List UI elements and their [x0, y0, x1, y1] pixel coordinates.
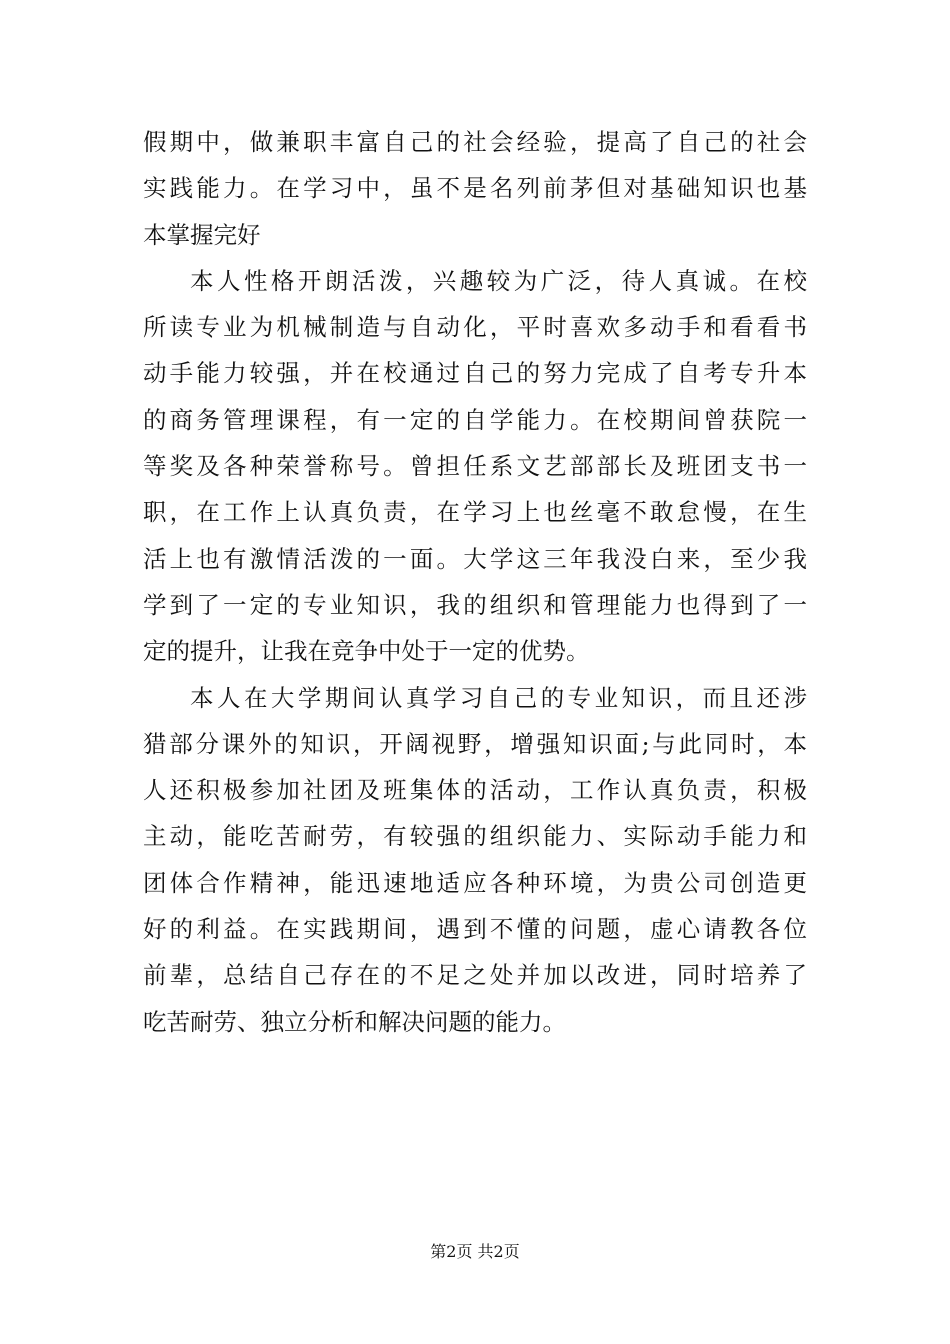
text-line: 的商务管理课程，有一定的自学能力。在校期间曾获院一 [143, 405, 807, 434]
text-line: 学到了一定的专业知识，我的组织和管理能力也得到了一 [143, 590, 807, 619]
text-line: 定的提升，让我在竞争中处于一定的优势。 [143, 637, 590, 666]
text-line: 吃苦耐劳、独立分析和解决问题的能力。 [143, 1007, 566, 1036]
text-line: 好的利益。在实践期间，遇到不懂的问题，虚心请教各位 [143, 915, 807, 944]
text-line: 所读专业为机械制造与自动化，平时喜欢多动手和看看书 [143, 313, 807, 342]
text-line: 活上也有激情活泼的一面。大学这三年我没白来，至少我 [143, 544, 807, 573]
document-body [143, 119, 807, 1045]
paragraph-first-line: 本人性格开朗活泼，兴趣较为广泛，待人真诚。在校 [190, 266, 807, 295]
text-line: 等奖及各种荣誉称号。曾担任系文艺部部长及班团支书一 [143, 452, 807, 481]
text-line: 职，在工作上认真负责，在学习上也丝毫不敢怠慢，在生 [143, 498, 807, 527]
text-line: 主动，能吃苦耐劳，有较强的组织能力、实际动手能力和 [143, 822, 807, 851]
text-line: 假期中，做兼职丰富自己的社会经验，提高了自己的社会 [143, 128, 807, 156]
text-line: 人还积极参加社团及班集体的活动，工作认真负责，积极 [143, 776, 807, 805]
page-number-footer: 第2页 共2页 [430, 1242, 520, 1261]
text-line: 前辈，总结自己存在的不足之处并加以改进，同时培养了 [143, 961, 807, 990]
text-line: 团体合作精神，能迅速地适应各种环境，为贵公司创造更 [143, 868, 807, 897]
paragraph-first-line: 本人在大学期间认真学习自己的专业知识，而且还涉 [190, 683, 807, 712]
text-line: 猎部分课外的知识，开阔视野，增强知识面;与此同时，本 [143, 729, 807, 758]
text-line: 本掌握完好 [143, 220, 261, 249]
text-line: 动手能力较强，并在校通过自己的努力完成了自考专升本 [143, 359, 807, 388]
text-line: 实践能力。在学习中，虽不是名列前茅但对基础知识也基 [143, 174, 807, 203]
